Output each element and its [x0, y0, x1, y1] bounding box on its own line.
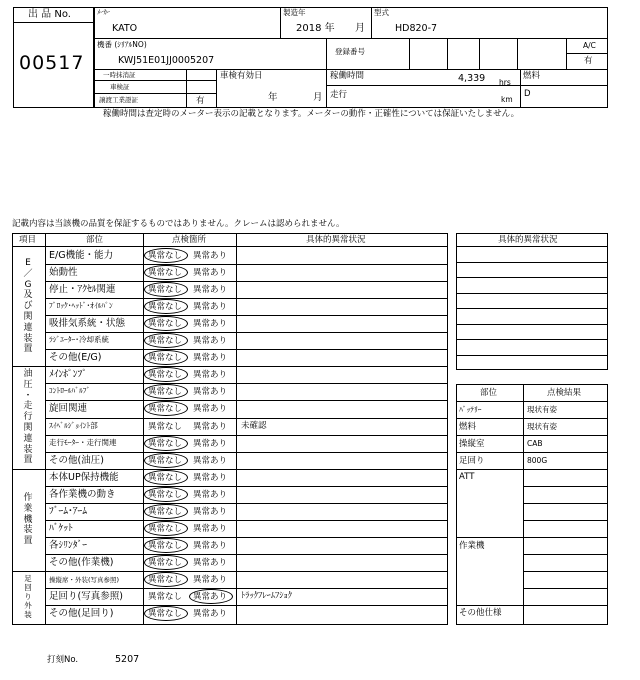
abnormal-option: 異常あり: [193, 456, 228, 466]
group-label: [22, 574, 34, 619]
row-part: 走行ﾓｰﾀｰ・走行関連: [49, 438, 117, 447]
normal-option: 異常なし: [148, 404, 183, 414]
stamp-value: 5207: [115, 654, 140, 665]
normal-option: 異常なし: [148, 268, 183, 278]
year-month-unit: 月: [355, 23, 365, 34]
normal-option: 異常なし: [148, 319, 183, 329]
inspection-year-unit: 年: [268, 92, 278, 103]
km-unit: km: [501, 95, 513, 104]
row-detail: ﾄﾗｯｸﾌﾚｰﾑﾌｼｮｸ: [241, 591, 293, 601]
normal-circle-mark: [144, 384, 188, 399]
group-label-char: 関: [23, 311, 33, 322]
group-label-char: E: [25, 258, 31, 268]
hours-unit: hrs: [499, 78, 511, 87]
normal-option: 異常なし: [148, 507, 183, 517]
row-part: その他(E/G): [49, 352, 102, 363]
blank-row-line: [456, 324, 608, 325]
group-label-char: 回: [24, 583, 32, 592]
group-label: [22, 493, 34, 547]
abnormal-option: 異常あり: [193, 541, 228, 551]
model-label: 型式: [374, 8, 389, 17]
meter-note: 稼働時間は査定時のメーター表示の記載となります。メーターの動作・正確性については保証いたしません。: [103, 109, 520, 119]
row-part: ﾒｲﾝﾎﾟﾝﾌﾟ: [49, 369, 88, 380]
col-place-header: 点検箇所: [172, 235, 207, 245]
other-spec-label: その他仕様: [459, 608, 502, 618]
att-label: ATT: [459, 472, 475, 482]
row-part: ﾌﾞﾛｯｸ･ﾍｯﾄﾞ･ｵｲﾙﾊﾟﾝ: [49, 301, 113, 310]
abnormal-option: 異常あり: [193, 302, 228, 312]
row-detail: 未確認: [241, 421, 267, 431]
group-label-char: 装: [23, 444, 33, 455]
normal-circle-mark: [144, 401, 188, 416]
normal-circle-mark: [144, 367, 188, 382]
result-value: 800G: [527, 456, 548, 465]
abnormal-option: 異常あり: [193, 473, 228, 483]
result-part: 足回り: [459, 456, 485, 466]
group-label-char: 作: [23, 493, 33, 503]
normal-circle-mark: [144, 487, 188, 502]
row-part: その他(足回り): [49, 608, 114, 619]
group-label-char: 機: [23, 514, 33, 525]
normal-circle-mark: [144, 453, 188, 468]
normal-option: 異常なし: [148, 558, 183, 568]
normal-circle-mark: [144, 316, 188, 331]
abnormal-option: 異常あり: [193, 251, 228, 261]
normal-circle-mark: [144, 436, 188, 451]
stamp-label: 打刻No.: [47, 655, 79, 665]
group-label-char: 装: [23, 525, 33, 536]
group-label-char: 及: [23, 290, 33, 301]
group-label-char: 油: [23, 369, 33, 379]
group-label-char: 連: [23, 322, 33, 333]
model-value: HD820-7: [395, 23, 438, 34]
normal-circle-mark: [144, 282, 188, 297]
group-label-char: 置: [23, 536, 33, 547]
abnormal-option: 異常あり: [193, 524, 228, 534]
col-detail-header: 具体的異常状況: [306, 235, 366, 245]
normal-option: 異常なし: [148, 473, 183, 483]
blank-row-line: [456, 262, 608, 263]
group-label-char: り: [24, 592, 32, 601]
fuel-label: 燃料: [523, 71, 541, 81]
result-part: ﾊﾞｯﾃﾘｰ: [459, 405, 482, 414]
normal-circle-mark: [144, 521, 188, 536]
inspection-month-unit: 月: [313, 92, 323, 103]
blank-row-line: [456, 293, 608, 294]
blank-row-line: [456, 339, 608, 340]
row-part: その他(油圧): [49, 455, 104, 466]
cert-transfer-label: 譲渡工業證証: [99, 96, 138, 104]
group-label-char: ・: [23, 390, 33, 401]
normal-option: 異常なし: [148, 387, 183, 397]
group-label-char: 走: [23, 401, 33, 412]
abnormal-circle-mark: [189, 589, 233, 604]
row-part: 吸排気系統・状態: [49, 318, 126, 329]
serial-label: 機番 (ｼﾘｱﾙNO): [97, 40, 147, 49]
row-part: E/G機能・能力: [49, 250, 114, 261]
right-detail-header: 具体的異常状況: [498, 235, 558, 245]
group-label-char: 装: [24, 610, 32, 619]
year-label: 製造年: [283, 8, 306, 17]
normal-circle-mark: [144, 333, 188, 348]
row-part: 足回り(写真参照): [49, 591, 123, 602]
group-label-char: 連: [23, 433, 33, 444]
normal-option: 異常なし: [148, 439, 183, 449]
cert-transfer-value: 有: [196, 96, 205, 106]
result-value: 現状有姿: [527, 422, 557, 431]
group-label-char: 置: [23, 344, 33, 355]
result-part-header: 部位: [480, 388, 498, 398]
group-label-char: 装: [23, 333, 33, 344]
result-header: 点検結果: [547, 388, 582, 398]
col-part-header: 部位: [86, 235, 104, 245]
row-part: ｽｲﾍﾞﾙｼﾞｮｲﾝﾄ部: [49, 421, 98, 430]
result-value: 現状有姿: [527, 405, 557, 414]
abnormal-option: 異常あり: [193, 422, 228, 432]
maker-value: KATO: [112, 23, 138, 34]
lot-label: 出 品 No.: [28, 9, 71, 20]
normal-option: 異常なし: [148, 353, 183, 363]
hours-label: 稼働時間: [330, 71, 365, 81]
col-item-header: 項目: [19, 235, 37, 245]
blank-row-line: [456, 277, 608, 278]
group-label-char: 業: [23, 503, 33, 514]
abnormal-option: 異常あり: [193, 439, 228, 449]
row-part: 各ｼﾘﾝﾀﾞｰ: [49, 540, 88, 551]
row-part: ﾊﾞｹｯﾄ: [49, 523, 73, 534]
abnormal-option: 異常あり: [193, 507, 228, 517]
abnormal-option: 異常あり: [193, 370, 228, 380]
row-part: 操縦席・外装(写真参照): [49, 576, 120, 584]
row-part: 旋回関連: [49, 403, 88, 414]
normal-circle-mark: [144, 299, 188, 314]
row-part: 始動性: [49, 267, 78, 278]
ac-value: 有: [584, 56, 593, 66]
normal-option: 異常なし: [148, 422, 183, 432]
blank-row-line: [456, 355, 608, 356]
abnormal-option: 異常あり: [193, 319, 228, 329]
normal-circle-mark: [144, 555, 188, 570]
row-part: 本体UP保持機能: [49, 472, 119, 483]
group-label-char: 関: [23, 422, 33, 433]
normal-option: 異常なし: [148, 609, 183, 619]
normal-circle-mark: [144, 248, 188, 263]
abnormal-option: 異常あり: [193, 490, 228, 500]
normal-option: 異常なし: [148, 285, 183, 295]
inspection-label: 車検有効日: [220, 71, 263, 81]
row-part: ｺﾝﾄﾛｰﾙﾊﾞﾙﾌﾞ: [49, 386, 91, 395]
work-label: 作業機: [459, 541, 485, 551]
ac-label: A/C: [583, 41, 596, 50]
normal-circle-mark: [144, 606, 188, 621]
result-value: CAB: [527, 439, 543, 448]
normal-circle-mark: [144, 265, 188, 280]
normal-circle-mark: [144, 572, 188, 587]
abnormal-option: 異常あり: [193, 558, 228, 568]
group-label: [22, 369, 34, 466]
normal-option: 異常なし: [148, 490, 183, 500]
normal-option: 異常なし: [148, 370, 183, 380]
group-label-char: 置: [23, 455, 33, 466]
row-part: ﾌﾞｰﾑ･ｱｰﾑ: [49, 506, 88, 517]
normal-option: 異常なし: [148, 524, 183, 534]
normal-option: 異常なし: [148, 336, 183, 346]
row-part: 各作業機の動き: [49, 489, 116, 500]
maker-label: ﾒｰｶｰ: [97, 8, 110, 16]
abnormal-option: 異常あり: [193, 353, 228, 363]
year-value: 2018 年: [296, 23, 335, 34]
result-part: 燃料: [459, 422, 477, 432]
group-label-char: 行: [23, 412, 33, 423]
normal-option: 異常なし: [148, 456, 183, 466]
normal-circle-mark: [144, 538, 188, 553]
disclaimer: 記載内容は当該機の品質を保証するものではありません。クレームは認められません。: [12, 219, 345, 229]
normal-option: 異常なし: [148, 575, 183, 585]
row-part: ﾗｼﾞｴｰﾀｰ･冷却系統: [49, 335, 109, 344]
group-label: [22, 258, 34, 355]
serial-value: KWJ51E01JJ0005207: [118, 55, 215, 66]
row-part: 停止・ｱｸｾﾙ関連: [49, 284, 116, 295]
lot-number: 00517: [19, 52, 85, 74]
group-label-char: ／: [23, 268, 33, 279]
blank-row-line: [456, 308, 608, 309]
group-label-char: び: [23, 301, 33, 312]
normal-option: 異常なし: [148, 302, 183, 312]
mileage-label: 走行: [330, 90, 348, 100]
abnormal-option: 異常あり: [193, 387, 228, 397]
abnormal-option: 異常あり: [193, 285, 228, 295]
group-label-char: 足: [24, 574, 32, 583]
abnormal-option: 異常あり: [193, 575, 228, 585]
row-part: その他(作業機): [49, 557, 114, 568]
cert-inspection-label: 車検証: [110, 83, 130, 91]
abnormal-option: 異常あり: [193, 268, 228, 278]
normal-option: 異常なし: [148, 592, 183, 602]
abnormal-option: 異常あり: [193, 336, 228, 346]
result-part: 操縦室: [459, 439, 485, 449]
abnormal-option: 異常あり: [193, 404, 228, 414]
cert-temp-label: 一時抹消証: [103, 71, 136, 79]
reg-label: 登録番号: [335, 47, 365, 56]
normal-circle-mark: [144, 504, 188, 519]
hours-value: 4,339: [458, 73, 486, 84]
normal-option: 異常なし: [148, 541, 183, 551]
abnormal-option: 異常あり: [193, 609, 228, 619]
normal-option: 異常なし: [148, 251, 183, 261]
abnormal-option: 異常あり: [193, 592, 228, 602]
normal-circle-mark: [144, 470, 188, 485]
group-label-char: 外: [24, 601, 32, 610]
normal-circle-mark: [144, 350, 188, 365]
group-label-char: 圧: [23, 379, 33, 390]
group-label-char: G: [24, 279, 32, 290]
fuel-value: D: [524, 89, 531, 99]
